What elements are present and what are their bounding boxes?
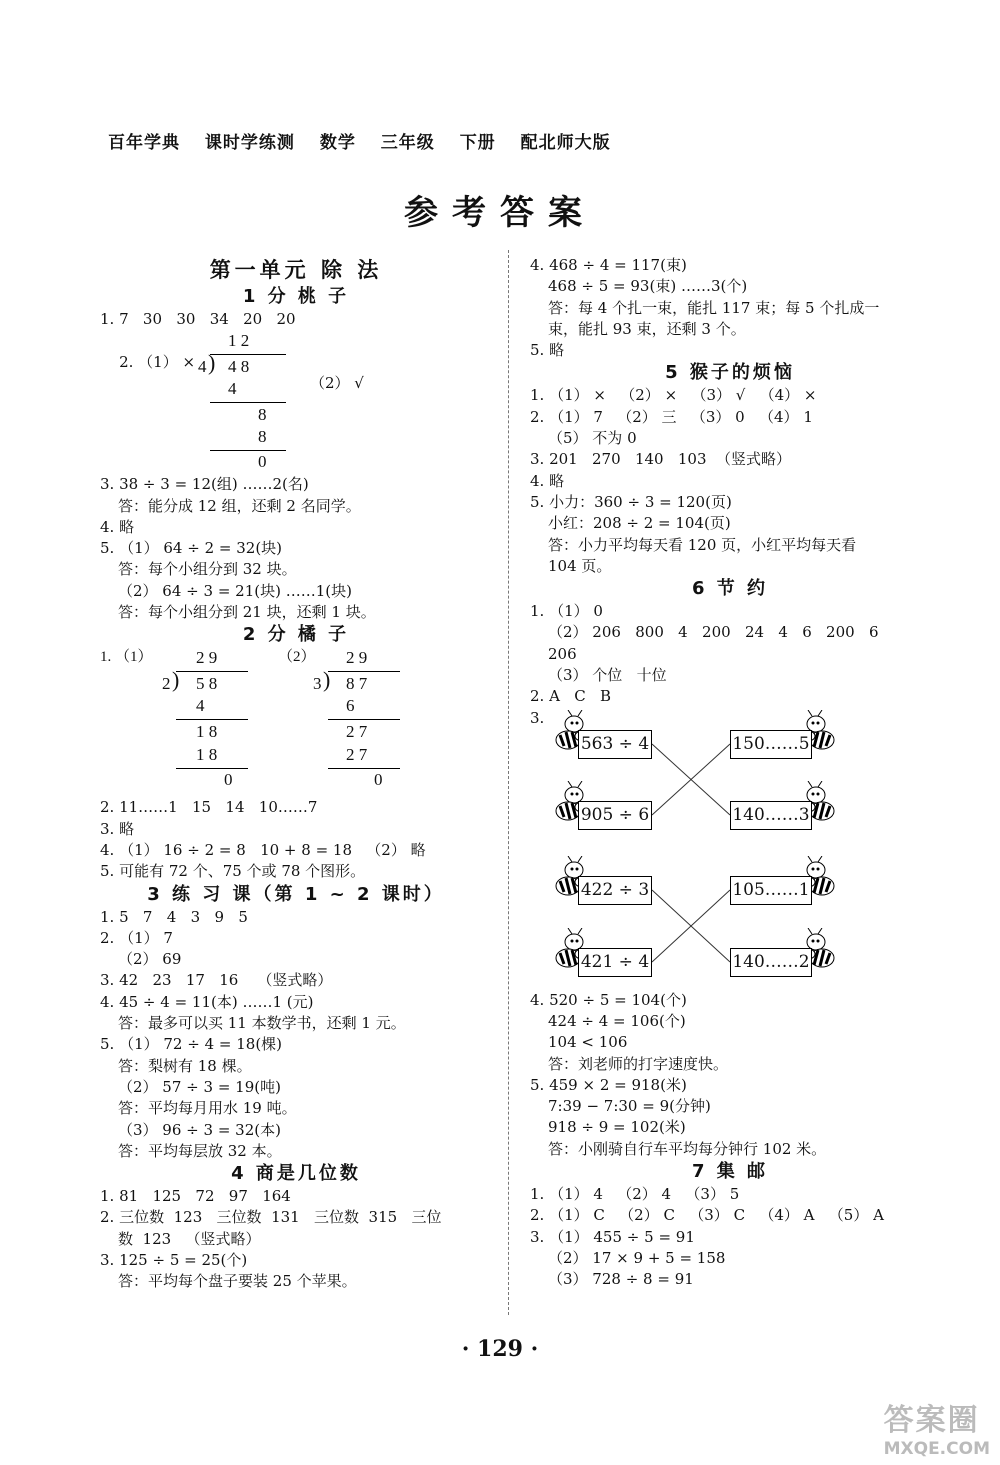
answer-line: 206 xyxy=(548,644,577,663)
answer-line: 1. 5 7 4 3 9 5 xyxy=(100,907,248,926)
answer-line: 4. （1） 16 ÷ 2 = 8 10 + 8 = 18 （2） 略 xyxy=(100,840,426,859)
result-box: 140……3 xyxy=(730,801,812,830)
answer-line: 5. 略 xyxy=(530,341,565,360)
answer-part: （2） √ xyxy=(310,373,364,392)
answer-line: （2） 17 × 9 + 5 = 158 xyxy=(548,1248,726,1267)
answer-line: 答：小刚骑自行车平均每分钟行 102 米。 xyxy=(548,1139,827,1158)
step: 2 7 xyxy=(346,745,368,765)
answer-part: 2. （1） × xyxy=(119,352,196,371)
remainder: 0 xyxy=(258,452,267,472)
remainder: 0 xyxy=(224,770,233,790)
answer-line: 1. 81 125 72 97 164 xyxy=(100,1187,291,1206)
answer-line: 答：梨树有 18 棵。 xyxy=(118,1056,252,1075)
division-box: 563 ÷ 4 xyxy=(578,730,652,759)
answer-line: （2） 64 ÷ 3 = 21(块) ……1(块) xyxy=(118,581,352,600)
answer-line: 3. xyxy=(530,708,545,727)
answer-line: 7:39 − 7:30 = 9(分钟) xyxy=(548,1097,711,1116)
answer-line: 4. 468 ÷ 4 = 117(束) xyxy=(530,256,687,274)
division-bar xyxy=(210,450,286,451)
step: 4 xyxy=(228,379,237,399)
section-title: 7 集 邮 xyxy=(691,1161,769,1183)
section-title: 1 分 桃 子 xyxy=(242,286,350,307)
answer-line: 4. 45 ÷ 4 = 11(本) ……1 (元) xyxy=(100,992,314,1011)
answer-line: 5. 小力：360 ÷ 3 = 120(页) xyxy=(530,492,732,511)
matching-diagram xyxy=(530,708,930,990)
dividend: 8 7 xyxy=(346,674,368,694)
bracket-icon: ) xyxy=(172,667,180,693)
answer-line: 2. （1） 7 xyxy=(100,928,173,947)
division-bar xyxy=(210,354,286,355)
answer-line: 答：平均每层放 32 本。 xyxy=(118,1141,282,1160)
answer-line: 3. 38 ÷ 3 = 12(组) ……2(名) xyxy=(100,475,309,494)
answer-line: 1. （1） 0 xyxy=(530,602,603,621)
answer-line: 2. 三位数 123 三位数 131 三位数 315 三位 xyxy=(100,1208,442,1227)
bracket-icon: ) xyxy=(323,667,331,693)
answer-line: 答：小力平均每天看 120 页，小红平均每天看 xyxy=(548,535,857,554)
long-division-pair xyxy=(100,647,492,797)
answer-line: 答：刘老师的打字速度快。 xyxy=(548,1054,729,1073)
answer-line: 424 ÷ 4 = 106(个) xyxy=(548,1011,686,1030)
section-title: 2 分 橘 子 xyxy=(242,624,350,646)
answer-line: 2. （1） 7 （2） 三 （3） 0 （4） 1 xyxy=(530,407,813,426)
step: 1 8 xyxy=(196,722,218,742)
answer-line: （2） 69 xyxy=(118,950,182,969)
book-header xyxy=(108,128,629,153)
division-bar xyxy=(328,719,400,720)
dividend: 5 8 xyxy=(196,674,218,694)
answer-part: （2） xyxy=(278,649,316,666)
step: 2 7 xyxy=(346,722,368,742)
long-division xyxy=(100,330,400,472)
watermark-logo: 答案圈 xyxy=(883,1403,980,1438)
result-box: 140……2 xyxy=(730,948,812,977)
answer-line: 数 123 （竖式略） xyxy=(118,1229,261,1248)
division-bar xyxy=(328,768,400,769)
header-item: 三年级 xyxy=(380,133,435,153)
column-divider xyxy=(508,250,509,1315)
division-bar xyxy=(176,768,248,769)
answer-line: 5. 459 × 2 = 918(米) xyxy=(530,1075,687,1094)
answer-line: 1. （1） 4 （2） 4 （3） 5 xyxy=(530,1185,740,1204)
result-box: 105……1 xyxy=(730,876,812,905)
answer-line: 5. （1） 64 ÷ 2 = 32(块) xyxy=(100,539,283,558)
division-bar xyxy=(328,671,400,672)
answer-line: 答：最多可以买 11 本数学书，还剩 1 元。 xyxy=(118,1014,406,1033)
division-bar xyxy=(176,671,248,672)
answer-line: 2. A C B xyxy=(530,687,612,706)
answer-line: 918 ÷ 9 = 102(米) xyxy=(548,1118,686,1137)
header-item: 配北师大版 xyxy=(520,133,611,153)
header-item: 下册 xyxy=(459,133,496,153)
answer-line: 104 < 106 xyxy=(548,1033,628,1052)
left-column xyxy=(100,255,492,1293)
answer-line: 5. （1） 72 ÷ 4 = 18(棵) xyxy=(100,1035,283,1054)
quotient: 1 2 xyxy=(228,331,250,351)
answer-line: 3. 201 270 140 103 （竖式略） xyxy=(530,450,792,469)
divisor: 4 xyxy=(198,357,207,377)
division-box: 905 ÷ 6 xyxy=(578,801,652,830)
header-item: 数学 xyxy=(319,133,356,153)
page-number: · 129 · xyxy=(461,1336,539,1362)
answer-line: 1. 7 30 30 34 20 20 xyxy=(100,310,296,328)
section-title: 5 猴子的烦恼 xyxy=(665,362,795,384)
answer-line: 3. 略 xyxy=(100,819,135,838)
divisor: 2 xyxy=(162,674,171,694)
answer-line: 答：平均每月用水 19 吨。 xyxy=(118,1099,297,1118)
answer-line: 束，能扎 93 束，还剩 3 个。 xyxy=(548,319,746,338)
answer-line: （5） 不为 0 xyxy=(548,429,637,448)
division-box: 422 ÷ 3 xyxy=(578,876,652,905)
answer-line: 3. （1） 455 ÷ 5 = 91 xyxy=(530,1227,695,1246)
header-item: 课时学练测 xyxy=(204,133,295,153)
step: 6 xyxy=(346,696,355,716)
divisor: 3 xyxy=(313,674,322,694)
dividend: 4 8 xyxy=(228,357,250,377)
answer-line: （3） 96 ÷ 3 = 32(本) xyxy=(118,1120,281,1139)
answer-line: （2） 206 800 4 200 24 4 6 200 6 xyxy=(548,623,879,642)
answer-line: 答：每个小组分到 32 块。 xyxy=(118,560,297,579)
step: 1 8 xyxy=(196,745,218,765)
quotient: 2 9 xyxy=(196,648,218,668)
right-column xyxy=(530,255,930,1291)
header-item: 百年学典 xyxy=(108,133,180,153)
answer-line: 小红：208 ÷ 2 = 104(页) xyxy=(548,514,731,533)
answer-part: 1. （1） xyxy=(100,649,153,666)
answer-line: 答：每个小组分到 21 块，还剩 1 块。 xyxy=(118,603,376,622)
bracket-icon: ) xyxy=(208,350,216,376)
answer-line: 答：平均每个盘子要装 25 个苹果。 xyxy=(118,1272,357,1291)
page-title: 参考答案 xyxy=(404,193,596,233)
answer-line: 4. 略 xyxy=(530,471,565,490)
answer-line: 1. （1） × （2） × （3） √ （4） × xyxy=(530,386,817,405)
answer-line: （3） 728 ÷ 8 = 91 xyxy=(548,1270,694,1289)
division-bar xyxy=(210,402,286,403)
division-box: 421 ÷ 4 xyxy=(578,948,652,977)
answer-line: 468 ÷ 5 = 93(束) ……3(个) xyxy=(548,277,748,296)
step: 4 xyxy=(196,696,205,716)
watermark-url: MXQE.COM xyxy=(883,1439,990,1459)
step: 8 xyxy=(258,427,267,447)
section-title: 6 节 约 xyxy=(691,578,769,600)
section-title: 3 练 习 课（第 1 ~ 2 课时） xyxy=(147,883,445,905)
division-bar xyxy=(176,719,248,720)
answer-line: （2） 57 ÷ 3 = 19(吨) xyxy=(118,1077,281,1096)
answer-line: （3） 个位 十位 xyxy=(548,666,667,685)
remainder: 0 xyxy=(374,770,383,790)
answer-line: 5. 可能有 72 个、75 个或 78 个图形。 xyxy=(100,862,366,881)
answer-line: 3. 125 ÷ 5 = 25(个) xyxy=(100,1251,248,1270)
watermark xyxy=(884,1395,990,1459)
answer-line: 3. 42 23 17 16 （竖式略） xyxy=(100,971,333,990)
result-box: 150……5 xyxy=(730,730,812,759)
quotient: 2 9 xyxy=(346,648,368,668)
answer-line: 2. （1） C （2） C （3） C （4） A （5） A xyxy=(530,1206,884,1225)
answer-line: 104 页。 xyxy=(548,556,612,575)
unit-title: 第一单元 除 法 xyxy=(209,258,383,282)
section-title: 4 商是几位数 xyxy=(231,1163,361,1185)
answer-line: 2. 11……1 15 14 10……7 xyxy=(100,798,318,817)
answer-line: 答：每 4 个扎一束，能扎 117 束；每 5 个扎成一 xyxy=(548,298,880,317)
answer-line: 4. 略 xyxy=(100,517,135,536)
answer-line: 答：能分成 12 组，还剩 2 名同学。 xyxy=(118,496,361,515)
answer-line: 4. 520 ÷ 5 = 104(个) xyxy=(530,990,687,1009)
step: 8 xyxy=(258,405,267,425)
